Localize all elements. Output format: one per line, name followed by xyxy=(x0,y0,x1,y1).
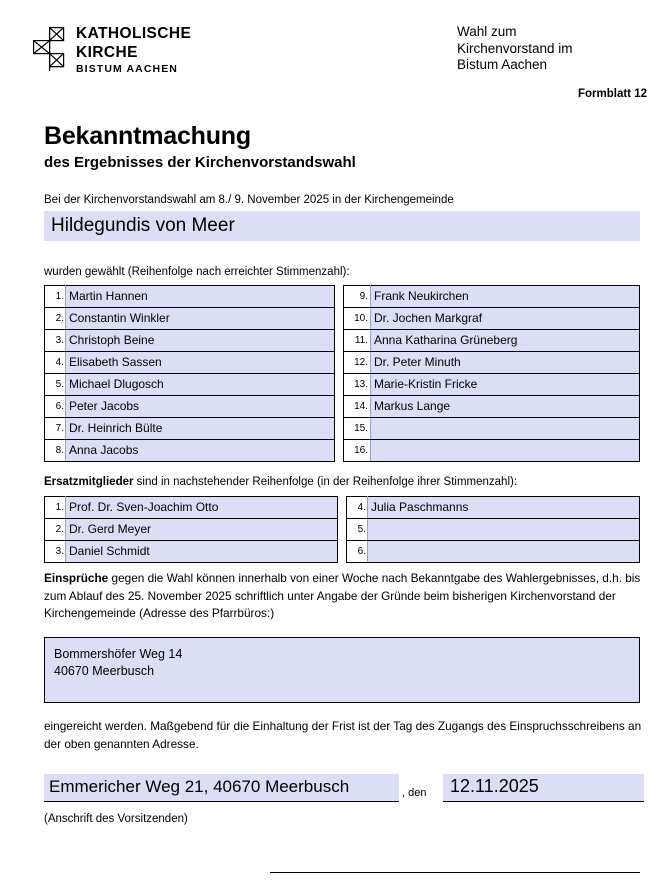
row-number: 12. xyxy=(344,352,371,374)
header-title-block xyxy=(457,24,647,74)
table-row xyxy=(45,286,640,308)
table-row xyxy=(45,308,640,330)
member-name-cell[interactable]: Prof. Dr. Sven-Joachim Otto xyxy=(66,497,338,519)
row-number: 1. xyxy=(45,497,66,519)
member-name-cell[interactable]: Julia Paschmanns xyxy=(368,497,640,519)
member-name-cell[interactable]: Dr. Gerd Meyer xyxy=(66,519,338,541)
row-number: 4. xyxy=(45,352,66,374)
row-number: 9. xyxy=(344,286,371,308)
member-name-cell[interactable]: Peter Jacobs xyxy=(66,396,335,418)
den-label: , den xyxy=(402,787,427,799)
submission-paragraph: eingereicht werden. Maßgebend für die Einhaltung der Frist ist der Tag des Zugangs des Einspruchsschreibens an der oben genannten Adresse. xyxy=(44,719,642,751)
chairman-address-value: Emmericher Weg 21, 40670 Meerbusch xyxy=(49,777,350,796)
address-line-1: Bommershöfer Weg 14 xyxy=(54,647,183,661)
substitutes-section-label xyxy=(44,476,517,488)
table-row xyxy=(45,418,640,440)
row-number: 6. xyxy=(45,396,66,418)
address-line-2: 40670 Meerbusch xyxy=(54,664,155,678)
row-number: 2. xyxy=(45,519,66,541)
date-value: 12.11.2025 xyxy=(450,776,539,796)
row-number: 15. xyxy=(344,418,371,440)
table-row xyxy=(45,497,640,519)
substitutes-label-bold: Ersatzmitglieder xyxy=(44,476,134,488)
column-gap xyxy=(335,440,344,462)
table-row xyxy=(45,374,640,396)
row-number: 5. xyxy=(347,519,368,541)
elected-table-body xyxy=(45,286,640,462)
diocese-logo xyxy=(33,22,191,78)
logo-wordmark xyxy=(76,22,191,75)
row-number: 3. xyxy=(45,330,66,352)
member-name-cell[interactable]: Dr. Jochen Markgraf xyxy=(371,308,640,330)
logo-line-kirche: KIRCHE xyxy=(76,43,138,61)
signature-line xyxy=(270,872,640,873)
intro-text: Bei der Kirchenvorstandswahl am 8./ 9. November 2025 in der Kirchengemeinde xyxy=(44,194,454,206)
substitute-members-table xyxy=(44,496,640,563)
objection-lead: Einsprüche xyxy=(44,571,109,585)
member-name-cell[interactable]: Elisabeth Sassen xyxy=(66,352,335,374)
page-header xyxy=(0,0,669,108)
substitutes-table-body xyxy=(45,497,640,563)
form-number: Formblatt 12 xyxy=(577,88,647,100)
column-gap xyxy=(335,286,344,308)
column-gap xyxy=(335,330,344,352)
elected-section-label: wurden gewählt (Reihenfolge nach erreichter Stimmenzahl): xyxy=(44,266,350,278)
row-number: 3. xyxy=(45,541,66,563)
member-name-cell[interactable] xyxy=(371,418,640,440)
parish-name-field[interactable] xyxy=(44,211,640,241)
header-title-line-2: Kirchenvorstand im xyxy=(457,40,573,56)
row-number: 16. xyxy=(344,440,371,462)
row-number: 2. xyxy=(45,308,66,330)
katholische-kirche-cross-logo-icon xyxy=(33,22,65,78)
member-name-cell[interactable]: Markus Lange xyxy=(371,396,640,418)
page-title: Bekanntmachung xyxy=(44,122,251,150)
substitutes-label-rest: sind in nachstehender Reihenfolge (in der Reihenfolge ihrer Stimmenzahl): xyxy=(133,476,518,488)
page-subtitle: des Ergebnisses der Kirchenvorstandswahl xyxy=(44,154,356,171)
member-name-cell[interactable]: Frank Neukirchen xyxy=(371,286,640,308)
member-name-cell[interactable]: Martin Hannen xyxy=(66,286,335,308)
chairman-address-field[interactable] xyxy=(44,774,399,802)
parish-name-value: Hildegundis von Meer xyxy=(51,215,235,236)
header-title-line-1: Wahl zum xyxy=(457,24,517,39)
objection-text: gegen die Wahl können innerhalb von einer Woche nach Bekanntgabe des Wahlergebnisses, d.h. bis zum Ablauf des 25. November 2025 schriftlich unter Angabe der Gründe beim bisherigen Kirchenvorstand der Kirchengemeinde (Adresse des Pfarrbüros:) xyxy=(44,571,641,620)
row-number: 7. xyxy=(45,418,66,440)
column-gap xyxy=(335,396,344,418)
row-number: 4. xyxy=(347,497,368,519)
column-gap xyxy=(335,418,344,440)
member-name-cell[interactable] xyxy=(371,440,640,462)
table-row xyxy=(45,352,640,374)
column-gap xyxy=(338,497,347,519)
table-row xyxy=(45,440,640,462)
header-title-line-3: Bistum Aachen xyxy=(457,57,548,72)
row-number: 8. xyxy=(45,440,66,462)
member-name-cell[interactable]: Marie-Kristin Fricke xyxy=(371,374,640,396)
member-name-cell[interactable]: Anna Katharina Grüneberg xyxy=(371,330,640,352)
column-gap xyxy=(335,308,344,330)
row-number: 5. xyxy=(45,374,66,396)
chairman-address-caption: (Anschrift des Vorsitzenden) xyxy=(44,813,188,825)
member-name-cell[interactable]: Christoph Beine xyxy=(66,330,335,352)
column-gap xyxy=(338,519,347,541)
objection-paragraph xyxy=(44,570,644,623)
member-name-cell[interactable] xyxy=(368,519,640,541)
date-field[interactable] xyxy=(443,774,644,802)
table-row xyxy=(45,396,640,418)
member-name-cell[interactable]: Daniel Schmidt xyxy=(66,541,338,563)
column-gap xyxy=(338,541,347,563)
signature-row xyxy=(44,774,644,806)
logo-line-bistum-aachen: BISTUM AACHEN xyxy=(76,63,178,75)
row-number: 1. xyxy=(45,286,66,308)
row-number: 13. xyxy=(344,374,371,396)
logo-line-katholische: KATHOLISCHE xyxy=(76,25,192,42)
row-number: 10. xyxy=(344,308,371,330)
member-name-cell[interactable]: Michael Dlugosch xyxy=(66,374,335,396)
member-name-cell[interactable]: Dr. Peter Minuth xyxy=(371,352,640,374)
table-row xyxy=(45,519,640,541)
row-number: 6. xyxy=(347,541,368,563)
member-name-cell[interactable]: Anna Jacobs xyxy=(66,440,335,462)
column-gap xyxy=(335,374,344,396)
table-row xyxy=(45,541,640,563)
parish-office-address-field[interactable] xyxy=(44,637,640,703)
row-number: 14. xyxy=(344,396,371,418)
row-number: 11. xyxy=(344,330,371,352)
member-name-cell[interactable] xyxy=(368,541,640,563)
table-row xyxy=(45,330,640,352)
member-name-cell[interactable]: Dr. Heinrich Bülte xyxy=(66,418,335,440)
column-gap xyxy=(335,352,344,374)
member-name-cell[interactable]: Constantin Winkler xyxy=(66,308,335,330)
elected-members-table xyxy=(44,285,640,462)
